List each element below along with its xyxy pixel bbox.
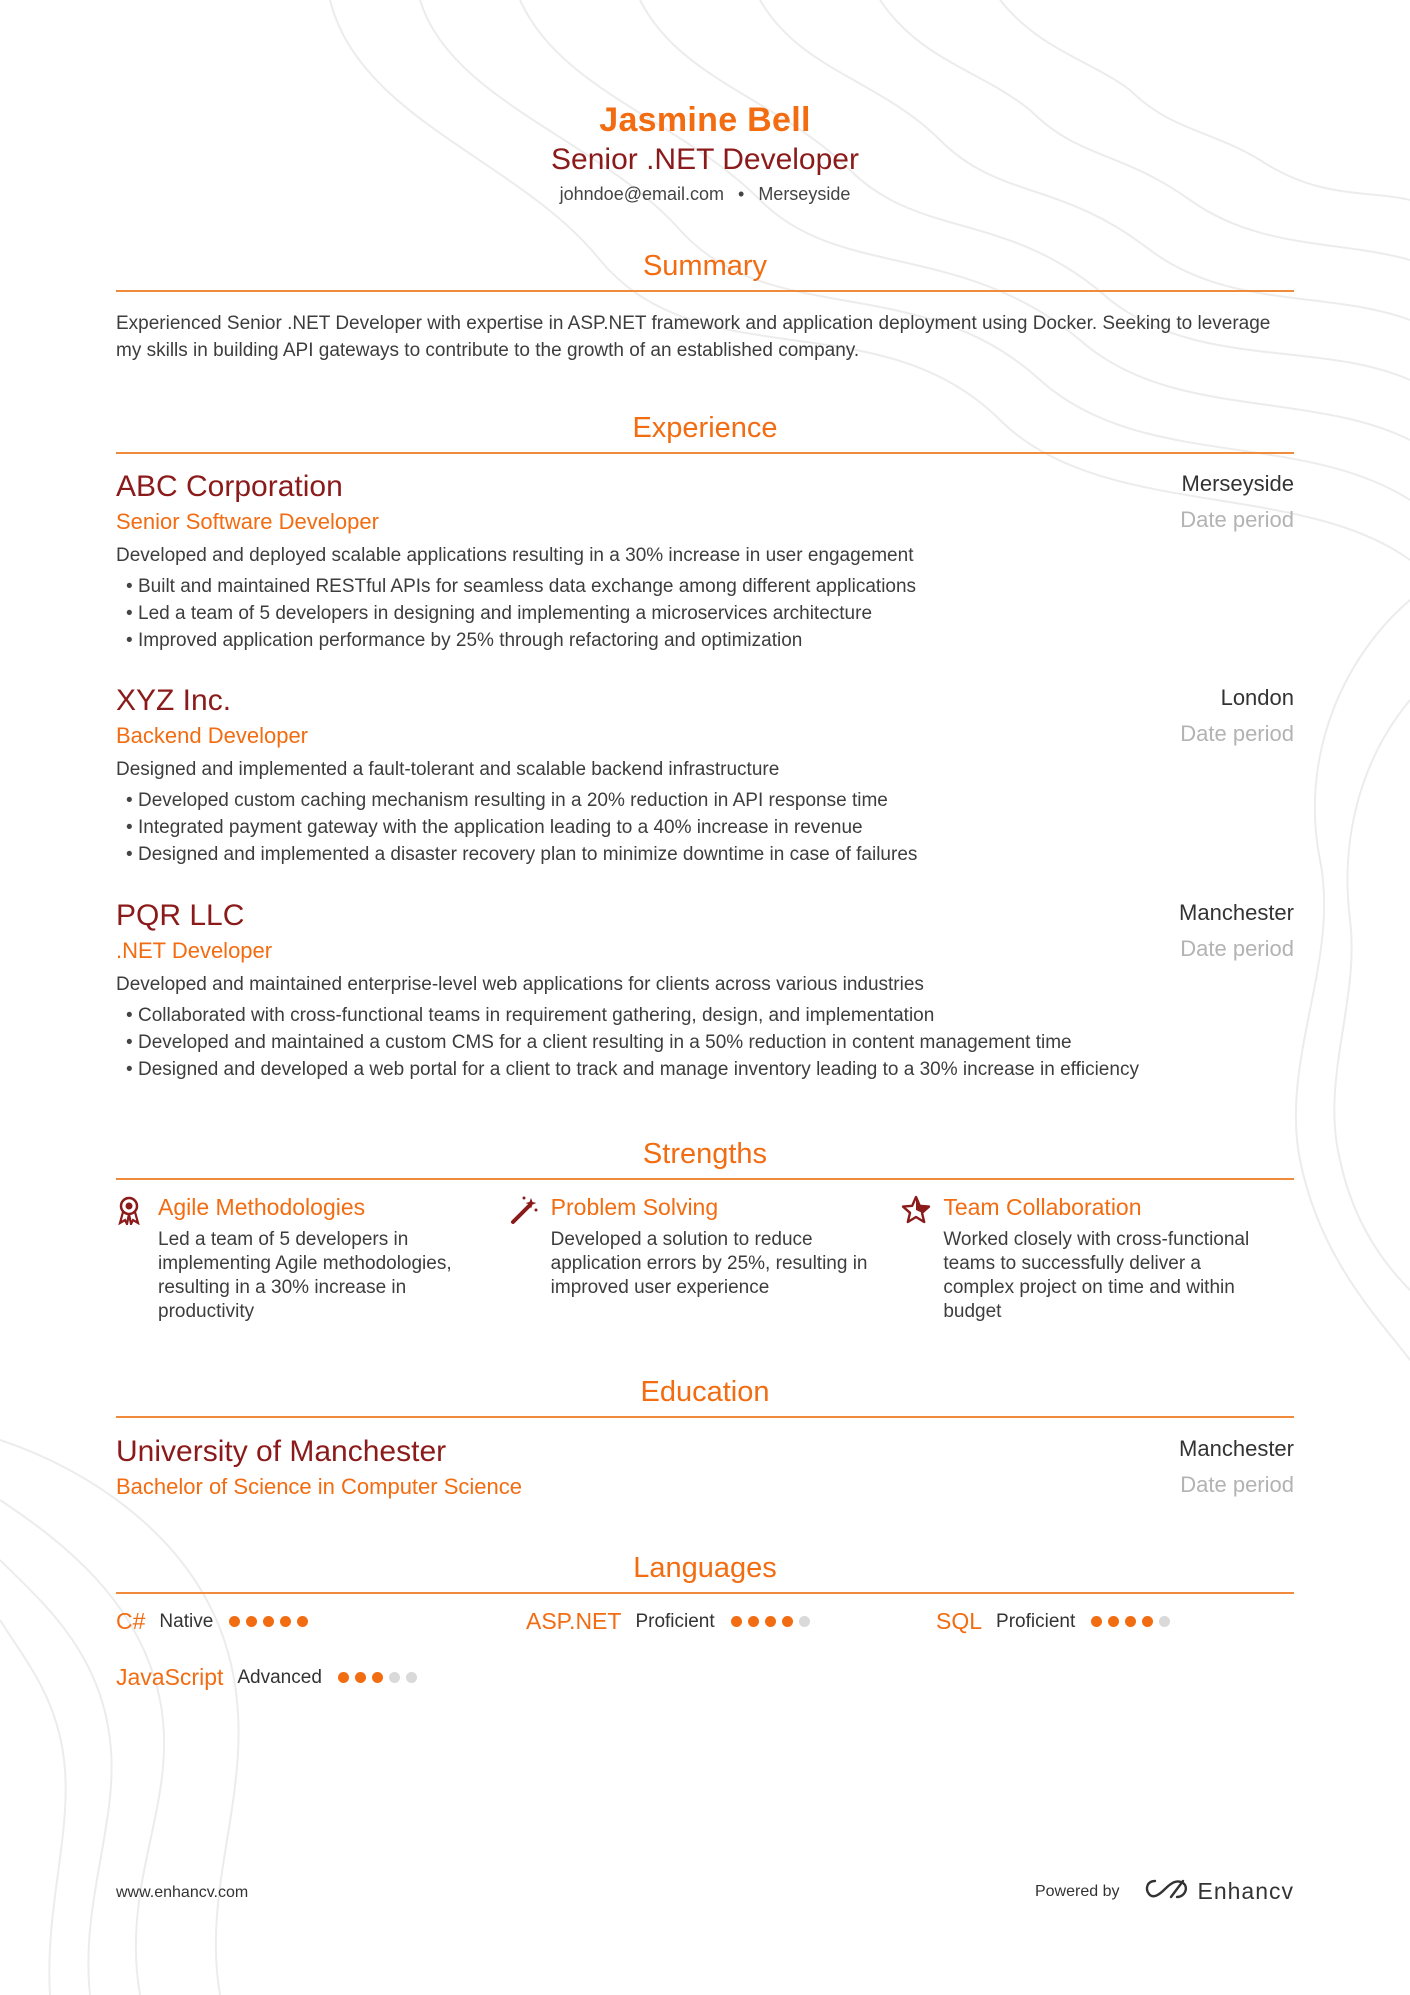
rating-dot-filled (280, 1616, 291, 1627)
section-heading-education: Education (116, 1374, 1294, 1418)
strength-item (509, 1192, 902, 1324)
footer-branding (1035, 1877, 1294, 1906)
job-bullet: • Integrated payment gateway with the application leading to a 40% increase in revenue (128, 814, 1294, 841)
job-role: Backend Developer (116, 723, 309, 748)
education-entry (116, 1434, 1294, 1502)
strengths-list (116, 1192, 1294, 1324)
job-bullet: • Developed and maintained a custom CMS for a client resulting in a 50% reduction in content management time (128, 1029, 1294, 1056)
section-heading-summary: Summary (116, 248, 1294, 292)
rating-dot-empty (389, 1672, 400, 1683)
language-rating (1091, 1616, 1176, 1627)
rating-dot-filled (782, 1616, 793, 1627)
email-text[interactable]: johndoe@email.com (559, 184, 724, 204)
language-level: Proficient (996, 1610, 1076, 1632)
job-date: Date period (1180, 507, 1294, 532)
rating-dot-filled (355, 1672, 366, 1683)
strength-item (116, 1192, 509, 1324)
footer-website[interactable]: www.enhancv.com (116, 1884, 249, 1901)
strength-title: Problem Solving (550, 1194, 719, 1220)
contact-separator: • (738, 184, 745, 204)
rating-dot-filled (1108, 1616, 1119, 1627)
section-heading-languages: Languages (116, 1550, 1294, 1594)
contact-line (116, 184, 1294, 205)
rating-dot-filled (1091, 1616, 1102, 1627)
rating-dot-filled (372, 1672, 383, 1683)
section-heading-strengths: Strengths (116, 1136, 1294, 1180)
rating-dot-filled (338, 1672, 349, 1683)
job-location: Merseyside (1181, 471, 1294, 496)
job-description: Designed and implemented a fault-tolerant and scalable backend infrastructure (116, 759, 780, 780)
job-bullet: • Designed and implemented a disaster recovery plan to minimize downtime in case of failures (128, 841, 1294, 868)
job-company: ABC Corporation (116, 470, 343, 503)
job-bullet: • Collaborated with cross-functional teams in requirement gathering, design, and implementation (128, 1002, 1294, 1029)
job-date: Date period (1180, 936, 1294, 961)
resume-header (116, 100, 1294, 205)
job-bullet: • Developed custom caching mechanism resulting in a 20% reduction in API response time (128, 787, 1294, 814)
language-item (526, 1608, 816, 1635)
language-item (116, 1608, 314, 1635)
job-company: PQR LLC (116, 899, 245, 932)
language-name: JavaScript (116, 1664, 224, 1690)
rating-dot-filled (297, 1616, 308, 1627)
job-location: Manchester (1179, 900, 1294, 925)
job-bullet: • Led a team of 5 developers in designing and implementing a microservices architecture (128, 600, 1294, 627)
job-bullets (116, 573, 1294, 654)
language-name: SQL (936, 1608, 983, 1634)
strength-item (901, 1192, 1294, 1324)
rating-dot-empty (406, 1672, 417, 1683)
job-bullets (116, 787, 1294, 868)
job-description: Developed and maintained enterprise-level web applications for clients across various industries (116, 974, 924, 995)
education-location: Manchester (1179, 1436, 1294, 1461)
language-name: ASP.NET (526, 1608, 622, 1634)
rating-dot-filled (263, 1616, 274, 1627)
education-date: Date period (1180, 1472, 1294, 1497)
language-rating (338, 1672, 423, 1683)
rating-dot-filled (1125, 1616, 1136, 1627)
job-bullet: • Improved application performance by 25% through refactoring and optimization (128, 627, 1294, 654)
rating-dot-filled (1142, 1616, 1153, 1627)
job-entry (116, 898, 1294, 1083)
rating-dot-filled (246, 1616, 257, 1627)
job-company: XYZ Inc. (116, 684, 232, 717)
strength-description: Developed a solution to reduce application errors by 25%, resulting in improved user experience (550, 1229, 868, 1298)
rating-dot-filled (748, 1616, 759, 1627)
rating-dot-filled (229, 1616, 240, 1627)
language-level: Native (159, 1610, 214, 1632)
rating-dot-empty (1159, 1616, 1170, 1627)
magic-wand-icon (509, 1192, 551, 1324)
candidate-name: Jasmine Bell (599, 101, 811, 139)
strength-description: Worked closely with cross-functional teams to successfully deliver a complex project on time and within budget (943, 1229, 1250, 1322)
resume-page (116, 0, 1294, 1995)
strength-title: Team Collaboration (943, 1194, 1142, 1220)
candidate-title: Senior .NET Developer (551, 143, 859, 176)
language-name: C# (116, 1608, 146, 1634)
language-rating (731, 1616, 816, 1627)
language-item (116, 1664, 423, 1691)
education-school: University of Manchester (116, 1435, 447, 1468)
powered-by-text: Powered by (1034, 1882, 1120, 1900)
rating-dot-filled (765, 1616, 776, 1627)
award-ribbon-icon (116, 1192, 158, 1324)
language-level: Advanced (237, 1666, 322, 1688)
strength-title: Agile Methodologies (158, 1194, 366, 1220)
section-heading-experience: Experience (116, 410, 1294, 454)
rating-dot-filled (731, 1616, 742, 1627)
enhancv-logo-icon (1143, 1877, 1189, 1906)
location-text: Merseyside (758, 184, 851, 204)
job-role: Senior Software Developer (116, 509, 379, 534)
job-entry (116, 683, 1294, 868)
job-bullets (116, 1002, 1294, 1083)
language-level: Proficient (635, 1610, 715, 1632)
brand-name: Enhancv (1197, 1878, 1294, 1904)
education-degree: Bachelor of Science in Computer Science (116, 1474, 522, 1499)
job-location: London (1220, 685, 1294, 710)
job-bullet: • Designed and developed a web portal for a client to track and manage inventory leading to a 30% increase in efficiency (128, 1056, 1294, 1083)
job-bullet: • Built and maintained RESTful APIs for seamless data exchange among different applications (128, 573, 1294, 600)
summary-text: Experienced Senior .NET Developer with expertise in ASP.NET framework and application deployment using Docker. Seeking to leverage my skills in building API gateways to contribute to the growth of an established company. (116, 313, 1271, 361)
strength-description: Led a team of 5 developers in implementing Agile methodologies, resulting in a 30% increase in productivity (158, 1229, 452, 1322)
language-item (936, 1608, 1176, 1635)
job-role: .NET Developer (116, 938, 273, 963)
job-description: Developed and deployed scalable applications resulting in a 30% increase in user engagement (116, 545, 914, 566)
job-date: Date period (1180, 721, 1294, 746)
rating-dot-empty (799, 1616, 810, 1627)
language-rating (229, 1616, 314, 1627)
star-icon (901, 1192, 943, 1324)
job-entry (116, 469, 1294, 654)
